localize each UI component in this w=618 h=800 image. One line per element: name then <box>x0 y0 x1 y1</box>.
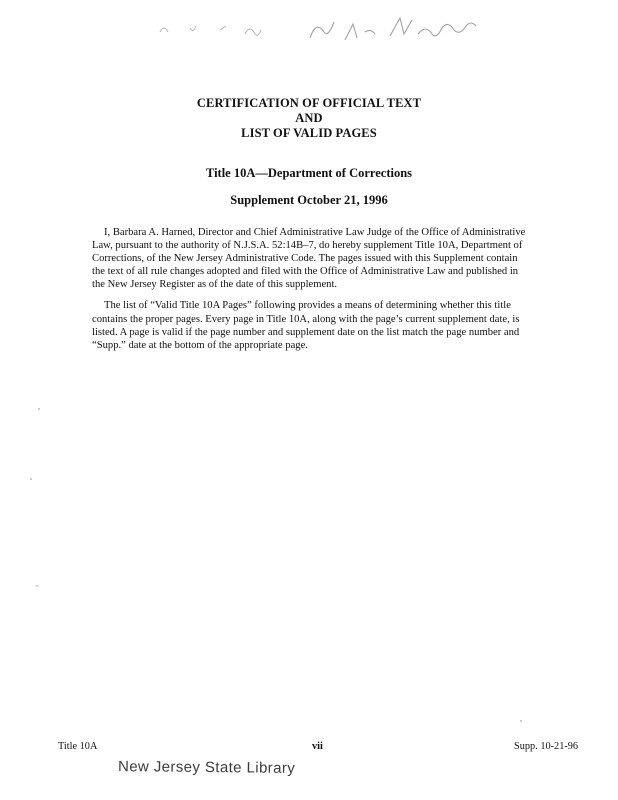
scan-speck <box>30 478 32 480</box>
paragraph-certification: I, Barbara A. Harned, Director and Chief Administrative Law Judge of the Office of Administrative Law, pursuant to the authority of N.J.S.A. 52:14B–7, do hereby supplement Title 10A, Department of Corrections, of the New Jersey Administrative Code. The pages issued with this Supplement contain the text of all rule changes adopted and filed with the Office of Administrative Law and published in the New Jersey Register as of the date of this supplement. <box>92 227 526 291</box>
certification-heading <box>0 96 618 141</box>
scan-speck <box>520 720 522 722</box>
heading-line-2: AND <box>295 111 323 125</box>
scan-speck <box>36 585 38 587</box>
handwritten-annotation <box>150 10 530 50</box>
paragraph-valid-pages: The list of “Valid Title 10A Pages” following provides a means of determining whether this title contains the proper pages. Every page in Title 10A, along with the page’s current supplement date, is listed. A page is valid if the page number and supplement date on the list match the page number and “Supp.” date at the bottom of the appropriate page. <box>92 300 520 351</box>
heading-line-1: CERTIFICATION OF OFFICIAL TEXT <box>196 96 422 110</box>
supplement-date-line: Supplement October 21, 1996 <box>230 193 388 207</box>
footer-supplement-date: Supp. 10-21-96 <box>514 741 579 752</box>
heading-line-3: LIST OF VALID PAGES <box>241 126 377 140</box>
library-stamp: New Jersey State Library <box>117 758 296 777</box>
footer-page-number: vii <box>312 741 323 752</box>
body-text <box>92 226 532 360</box>
scan-speck <box>38 408 40 410</box>
title-line: Title 10A—Department of Corrections <box>205 166 413 180</box>
footer-title: Title 10A <box>58 741 98 752</box>
